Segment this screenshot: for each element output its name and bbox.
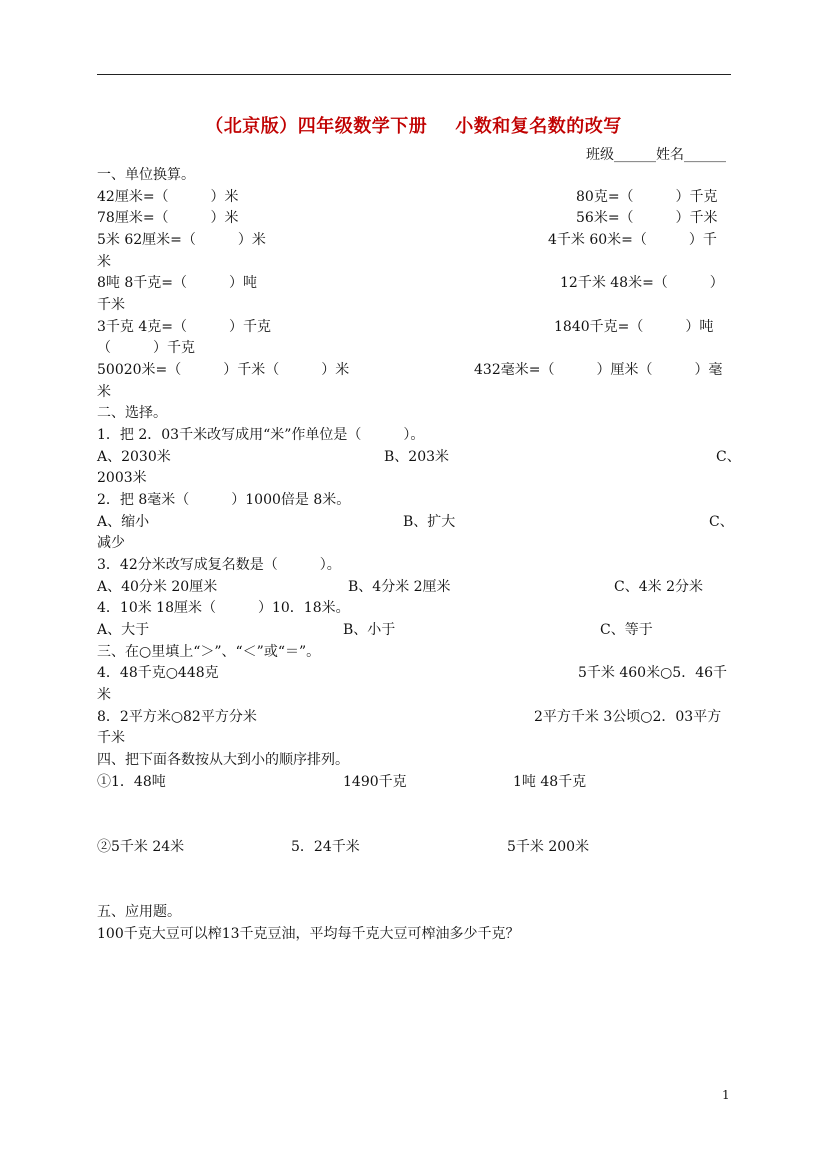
section-5-heading: 五、应用题。 [97,904,181,920]
s1-q5-right: 1840千克=（ ）吨 [554,319,714,335]
s2-q3-option-a: A、40分米 20厘米 [97,579,218,595]
s1-q1-right: 80克=（ ）千克 [576,189,718,205]
title-part-2: 小数和复名数的改写 [455,116,622,137]
section-4-heading: 四、把下面各数按从大到小的顺序排列。 [97,752,349,768]
s1-q5-cont: （ ）千克 [97,340,195,356]
s1-q5-left: 3千克 4克=（ ）千克 [97,319,271,335]
s4-group2-item-a: ②5千米 24米 [97,839,185,855]
s2-q3-option-b: B、4分米 2厘米 [348,579,451,595]
s4-group1-item-a: ①1．48吨 [97,774,166,790]
s4-group1-item-c: 1吨 48千克 [513,774,587,790]
page-number: 1 [722,1088,730,1102]
s2-q2-option-c-cont: 减少 [97,535,125,551]
s1-q4-cont: 千米 [97,297,125,313]
s2-q2: 2．把 8毫米（ ）1000倍是 8米。 [97,492,351,508]
page-title [0,112,827,138]
s2-q2-option-c: C、 [709,514,734,530]
section-1-heading: 一、单位换算。 [97,167,195,183]
s2-q1-option-c-cont: 2003米 [97,470,147,486]
s3-q1-cont: 米 [97,687,111,703]
s2-q2-option-b: B、扩大 [403,514,456,530]
s1-q1-left: 42厘米=（ ）米 [97,189,239,205]
s3-q1-left: 4．48千克○448克 [97,665,219,681]
s2-q1-option-a: A、2030米 [97,449,171,465]
s2-q4-option-c: C、等于 [600,622,653,638]
s1-q6-left: 50020米=（ ）千米（ ）米 [97,362,350,378]
s1-q3-left: 5米 62厘米=（ ）米 [97,232,266,248]
s4-group1-item-b: 1490千克 [343,774,407,790]
s3-q2-right: 2平方千米 3公顷○2．03平方 [534,709,722,725]
s2-q4-option-b: B、小于 [343,622,396,638]
class-name-line: 班级______姓名______ [586,147,726,163]
s1-q4-right: 12千米 48米=（ ） [560,275,724,291]
s1-q6-cont: 米 [97,384,111,400]
s3-q2-cont: 千米 [97,730,125,746]
s2-q1-option-b: B、203米 [384,449,450,465]
s5-q1: 100千克大豆可以榨13千克豆油，平均每千克大豆可榨油多少千克？ [97,926,520,942]
section-3-heading: 三、在○里填上“＞”、“＜”或“＝”。 [97,644,321,660]
s2-q4-option-a: A、大于 [97,622,150,638]
s1-q6-right: 432毫米=（ ）厘米（ ）毫 [474,362,723,378]
s3-q1-right: 5千米 460米○5．46千 [578,665,728,681]
s2-q2-option-a: A、缩小 [97,514,150,530]
s2-q1-option-c: C、 [716,449,741,465]
header-rule [97,74,731,75]
s2-q3: 3．42分米改写成复名数是（ ）。 [97,557,341,573]
s4-group2-item-b: 5．24千米 [291,839,360,855]
s2-q4: 4．10米 18厘米（ ）10．18米。 [97,600,350,616]
s1-q2-left: 78厘米=（ ）米 [97,210,239,226]
s3-q2-left: 8．2平方米○82平方分米 [97,709,257,725]
s1-q3-cont: 米 [97,254,111,270]
s4-group2-item-c: 5千米 200米 [507,839,590,855]
s1-q4-left: 8吨 8千克=（ ）吨 [97,275,257,291]
s2-q3-option-c: C、4米 2分米 [614,579,703,595]
title-part-1: （北京版）四年级数学下册 [205,116,428,137]
s1-q2-right: 56米=（ ）千米 [576,210,718,226]
s1-q3-right: 4千米 60米=（ ）千 [548,232,717,248]
s2-q1: 1．把 2．03千米改写成用“米”作单位是（ ）。 [97,427,425,443]
section-2-heading: 二、选择。 [97,405,167,421]
